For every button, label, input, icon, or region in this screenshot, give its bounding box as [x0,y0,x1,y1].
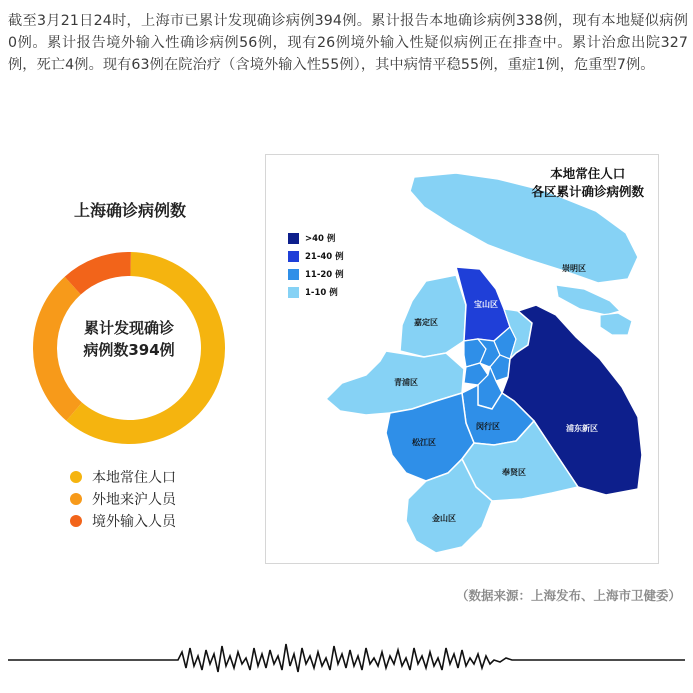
label-songjiang: 松江区 [412,438,436,447]
legend-item-nonlocal [70,488,176,510]
map-legend-item-21-40 [288,247,344,265]
map-legend-label-1-10: 1-10 例 [305,288,338,298]
map-legend-label-21-40: 21-40 例 [305,252,344,262]
label-chongming: 崇明区 [562,264,586,273]
legend-dot-local [70,471,82,483]
donut-segment-imported [73,264,131,286]
map-legend-swatch-21-40 [288,251,299,262]
legend-label-nonlocal: 外地来沪人员 [92,492,176,508]
shanghai-district-map [265,154,659,564]
legend-label-imported: 境外输入人员 [92,514,176,530]
donut-center-line1: 累计发现确诊 [83,319,174,337]
data-source-note: （数据来源：上海发布、上海市卫健委） [455,588,681,603]
map-svg [266,155,658,563]
map-legend-swatch-11-20 [288,269,299,280]
map-legend-label-11-20: 11-20 例 [305,270,344,280]
donut-center-line2: 病例数394例 [83,341,175,359]
map-legend-label-gt40: >40 例 [305,234,336,244]
map-title-line2: 各区累计确诊病例数 [531,184,644,199]
label-jinshan: 金山区 [432,514,456,523]
legend-dot-nonlocal [70,493,82,505]
donut-title: 上海确诊病例数 [73,201,186,220]
map-legend-swatch-gt40 [288,233,299,244]
waveform-icon [0,636,693,686]
label-pudong: 浦东新区 [566,424,598,433]
district-chongming-hengsha [600,313,632,335]
district-jiading [400,275,466,357]
legend-item-local [70,466,176,488]
legend-item-imported [70,510,176,532]
legend-label-local: 本地常住人口 [92,470,176,486]
map-legend-item-1-10 [288,283,344,301]
label-jiading: 嘉定区 [414,318,438,327]
map-legend [288,229,344,301]
label-minhang: 闵行区 [476,422,500,431]
map-legend-swatch-1-10 [288,287,299,298]
map-title [531,165,644,201]
label-qingpu: 青浦区 [394,378,418,387]
donut-legend [70,466,176,532]
map-legend-item-11-20 [288,265,344,283]
district-chongming-changxing [556,285,620,315]
intro-paragraph: 截至3月21日24时，上海市已累计发现确诊病例394例。累计报告本地确诊病例338例，现有本地疑似病例0例。累计报告境外输入性确诊病例56例，现有26例境外输入性疑似病例正在排查中。累计治愈出院327例，死亡4例。现有63例在院治疗（含境外输入性55例），其中病情平稳55例，重症1例，危重型7例。 [8,13,688,73]
label-baoshan: 宝山区 [474,300,498,309]
donut-center-label [31,317,227,361]
map-legend-item-gt40 [288,229,344,247]
waveform-divider [0,636,693,686]
legend-dot-imported [70,515,82,527]
label-fengxian: 奉贤区 [502,468,526,477]
map-title-line1: 本地常住人口 [550,166,626,181]
